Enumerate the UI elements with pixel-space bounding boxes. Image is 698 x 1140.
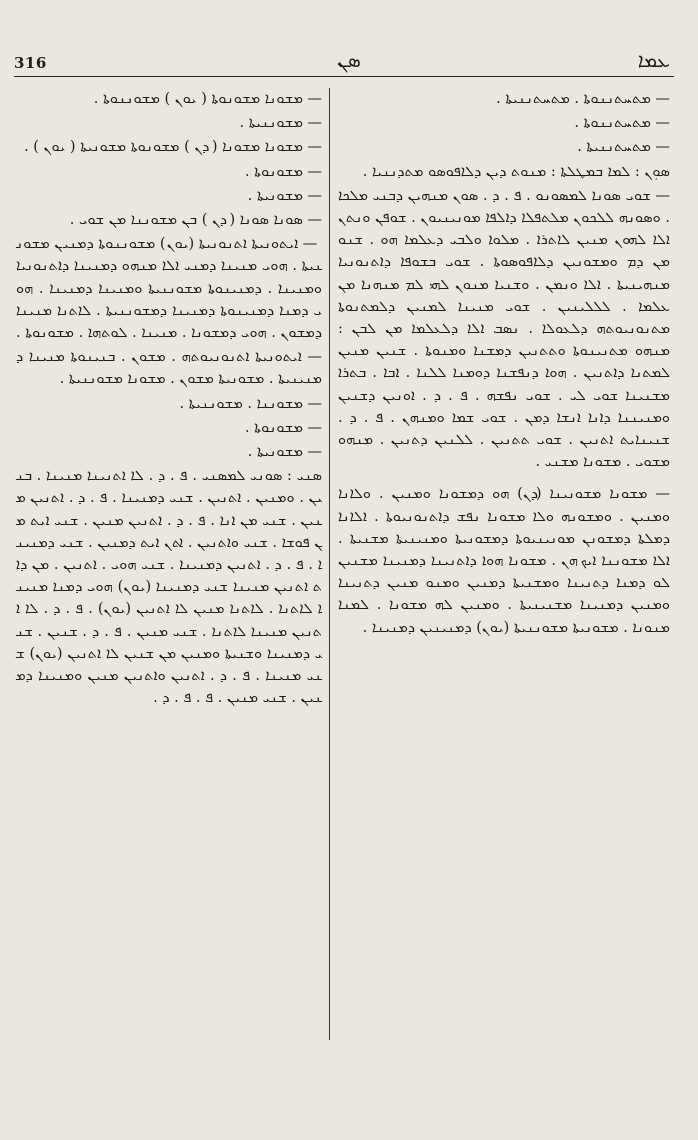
entry-paragraph: — ܣܘܢܐ ܣܘܢܐ ( ܕܢ ) ܒܢ ܡܫܘܢܢܐ ܡܢ ܫܘܝ . [69,212,322,229]
entry-paragraph: — ܫܘܝ ܣܘܢܐ ܠܡܣܘܢܘ . ܦ . ܕ . ܣܘܢ ܡܢܗܝܢ ܕܒܢܝ ܡܠܟܐ . ܘܣܘܢܗ ܠܠܟܘܢ ܡܠܬܦܠܐ ܕܐܠܦܐ ܡܘܢܝܢܝܘܢ . ܫܘܦܢ ܘܢܬܢ ܐܠܐ ܠܗܘܢ ܡܢܝܢ ܠܐܬܪܐ . ܡܠܘܐ ܘܠܒܝ ܕܥܠܡܐ ܗܘ . ܫܢܘ ܡܢ ܕܡ ܘܡܫܘܢܝܢ ܕܠܐܦܘܣܘܬܐ . ܫܘܝ ܒܫܘܦܐ ܕܐܬܢܘܢܝܐ ܡܢܗܝܢܝܬܐ . ܐܠܐ ܘܢܡܢ . ܘܫܢܝܐ ܡܢܘܢ ܠܗܝ ܠܡ ܡܢܗܢܐ ܡܢ ܥܠܡܐ . ܠܠܠܝܢܝܢ . ܫܘܝ ܡܢܝܢܐ ܠܡܢܝܢ ܕܠܡܬܢܘܬܐ ܡܬܢܘܢܝܘܬܗ ܕܠܥܘܠܐ . ܢܣܒ ܐܠܐ ܕܠܥܠܡܐ ܡܢ ܠܒܢ : ܡܢܗܘ ܡܬܢܝܢܘܬܐ ܘܬܬܢܝܢ ܕܡܫܢܐ ܘܡܢܘܬܐ . ܫܢܝܢ ܡܢܝܢ ܠܡܬܢܐ ܕܐܬܢܝܢ . ܗܘܐ ܕܢܦܫܢܐ ܕܘܡܢܐ ܠܠܢܐ . ܐܒܐ . ܒܬܪܐ ܡܫܢܝܢܐ ܫܘܝ ܠܝ . ܫܘܝ ܢܦܫܗ . ܦ . ܕ . ܐܘܢܝܢ ܕܫܢܝܢ ܘܡܢܝܢܢܐ ܕܐܢܐ ܐܢܫܐ ܕܡܢ . ܫܘܝ ܫܡܐ ܘܡܢܗܢ . ܦ . ܕ . ܫܢܝܢܐܝܬ ܐܬܢܝܢ . ܫܘܝ ܬܬܢܝܢ . ܠܠܢܝܢ ܕܬܢܝܢ . ܡܢܗܘ ܡܫܘܝ . ܡܫܘܢܐ ܡܫܢܝ . [338,187,670,471]
entry-paragraph: — ܡܫܘܢܢܝܬܐ . [239,115,322,132]
entry-paragraph: — ܐܝܬܘܢܝܬܐ ܐܬܢܘܢܝܘܬܗ . ܡܫܘܢ . ܒܢܝܢܘܬܐ ܡܢܝܢܐ ܕܡܢܝܢܝܬܐ . ܡܫܘܢܝܬܐ ܡܫܘܢ . ܡܫܘܢܐ ܡܫܘܢܢܝܬܐ . [16,349,322,388]
entry-paragraph-headword: ܣܘܼܢ : ܠܡܐ ܒܡܛܠܬܐ : ܡܢܘܬ ܕܝܢ ܕܠܐܦܘܣܘ ܡܬܕܢܢܝܐ . [362,163,670,180]
entry-paragraph: — ܡܫܘܢܐ ܡܫܘܢܝܢܐ (ܕܢ) ܗܘ ܕܡܫܘܢܐ ܘܡܢܝܢ . ܘܠܐܢܐ ܘܡܢܝܢ . ܘܡܫܘܢܗ ܘܠܐ ܡܫܘܢܐ ܢܦܫ ܕܐܬܢܘܢܝܘܬܐ . ܐܠܐܢܐ ܕܡܠܬܐ ܕܡܫܘܢܢ ܡܘܢܝܢܝܘܬܐ ܕܡܫܘܢܝܬܐ ܘܡܢܝܢܝܬܐ ܡܫܢܝܬܐ . ܐܠܐ ܡܫܘܢܢܐ ܐܝܟ ܗܢ . ܡܫܘܢܐ ܗܘܐ ܕܐܬܢܝܢܐ ܕܡܢܝܢܐ ܡܫܢܝܢ ܠܘ ܕܡܢܐ ܕܬܢܝܢܐ ܘܡܫܢܝܬܐ ܕܡܢܝܢ ܘܡܢܘ ܡܢܝܢ ܕܬܢܝܢܐ ܘܡܢܝܢ ܕܡܢܝܢܐ ܡܫܢܝܢܝܬܐ . ܘܡܢܝܢ ܠܗ ܡܫܘܢܐ . ܠܡܢܐ ܡܢܘܢܐ . ܡܫܘܢܝܬܐ ܡܫܘܢܢܝܬܐ (ܝܘܢ) ܕܡܢܝܢܝܢ ܕܡܢܝܢܐ . [338,486,670,636]
entry-paragraph: — ܡܫܘܢܐ ܡܫܘܢܐ ( ܕܢ ) ܡܫܘܢܘܬܐ ܡܫܘܢܝܬܐ ( ܝܘܢ ) . [24,139,322,156]
entry-paragraph: — ܡܫܘܢܝܬܐ . [247,187,322,204]
entry-paragraph: — ܡܬܚܬܢܢܝܬܐ . [577,139,670,156]
entry-paragraph-headword: ܣܢܝ : ܣܘܢܝ ܠܡܣܢܝ . ܦ . ܕ . ܠܐ ܐܬܢܝܢܐ ܡܢܝܢܐ . ܒܢܝܢ . ܘܡܢܝܢ . ܐܬܢܝܢ . ܫܢܝ ܕܡܢܝܢܐ . ܦ . ܕ . ܐܬܢܝܢ ܡܢܝܢ . ܫܢܝ ܡܢ ܐܢܐ . ܦ . ܕ . ܐܬܢܝܢ ܡܢܝܢ . ܫܢܝ ܐܝܬ ܡܢ ܦܘܫܐ . ܫܢܝ ܘܐܬܢܝܢ . ܐܬܢ ܐܝܬ ܕܡܢܝܢ . ܫܢܝ ܕܡܢܝܢܐ . ܦ . ܕ . ܐܬܢܝܢ ܕܡܢܝܢܐ . ܫܢܝ ܗܘܝ . ܐܬܢܝܢ . ܡܢ ܕܐܬ ܐܬܢܝܢ ܡܢܝܢܐ ܫܢܝ ܕܡܢܝܢܐ (ܝܘܢ) ܗܘܝ ܕܡܢܐ ܡܢܝܢܐ ܠܐܬܢܐ . ܠܐܬܢܐ ܡܢܝܢ ܠܐ ܐܬܢܝܢ (ܝܘܢ) . ܦ . ܕ . ܠܐ ܐܬܢܝܢ ܡܢܝܢܐ ܠܐܬܢܐ . ܫܢܝ ܡܢܝܢ . ܦ . ܕ . ܫܢܝܢ . ܫܢܝ ܕܡܢܝܢܐ ܘܫܢܝܬܐ ܘܡܢܝܢ ܡܢ ܫܢܝܢ ܠܐ ܐܬܢܝܢ (ܝܘܢ) ܫܢܝ ܡܢܝܢܐ . ܦ . ܕ . ܐܬܢܝܢ ܘܐܬܢܝܢ ܡܢܝܢ ܘܡܢܝܢܐ ܕܡܢܝܢ . ܫܢܝ ܡܢܝܢ . ܦ . ܦ . ܕ . [16,468,322,707]
entry-paragraph: — ܡܫܘܢܝܬܐ . [247,444,322,461]
entry-paragraph: — ܡܫܘܢܘܬܐ . [244,419,322,436]
right-column [338,88,670,641]
running-title-right: ܥܡܐ [637,48,670,72]
column-divider [329,88,330,1040]
entry-paragraph: — ܡܬܚܬܢܢܘܬܐ . ܡܬܚܬܢܢܝܬܐ . [496,91,670,107]
header-rule [14,76,674,77]
entry-paragraph: — ܡܬܚܬܢܢܘܬܐ . [574,115,670,132]
left-column [16,88,322,711]
entry-paragraph: — ܡܫܘܢܐ ܡܫܘܢܘܬܐ ( ܝܘܢ ) ܡܫܘܢܢܘܬܐ . [93,91,322,107]
entry-paragraph: — ܡܫܘܢܘܬܐ . [244,163,322,180]
page-number: 316 [14,54,47,72]
left-column-body [16,88,322,709]
running-title-center: ܣܢ [337,48,361,72]
entry-paragraph: — ܐܝܬܘܢܝܬܐ ܐܬܢܘܢܝܬܐ (ܝܘܢ) ܡܫܘܢܢܘܬܐ ܕܡܢܝܢ ܡܫܘܢܢܝܬܐ . ܗܘܝ ܡܢܝܢܐ ܕܡܢܝ ܐܠܐ ܡܢܗܘ ܕܡܢܝܢܐ ܕܐܬܢܘܢܝܐ ܘܡܢܝܢܐ . ܕܡܢܝܢܘܬܐ ܡܫܘܢܢܝܬܐ ܘܡܢܝܢܐ ܕܡܢܝܢܐ . ܗܘܝ ܕܡܢܐ ܕܡܢܝܢܘܬܐ ܕܡܢܝܢܐ ܕܡܫܘܢܢܝܬܐ . ܠܐܬܢܐ ܡܢܝܢܐ ܕܡܫܘܢ . ܗܘܝ ܕܡܫܘܢܐ . ܡܢܝܢܐ . ܠܘܬܗܐ . ܡܫܘܢܘܬܐ . [16,236,322,342]
entry-paragraph: — ܡܫܘܢܢܐ . ܡܫܘܢܢܝܬܐ . [179,395,322,412]
